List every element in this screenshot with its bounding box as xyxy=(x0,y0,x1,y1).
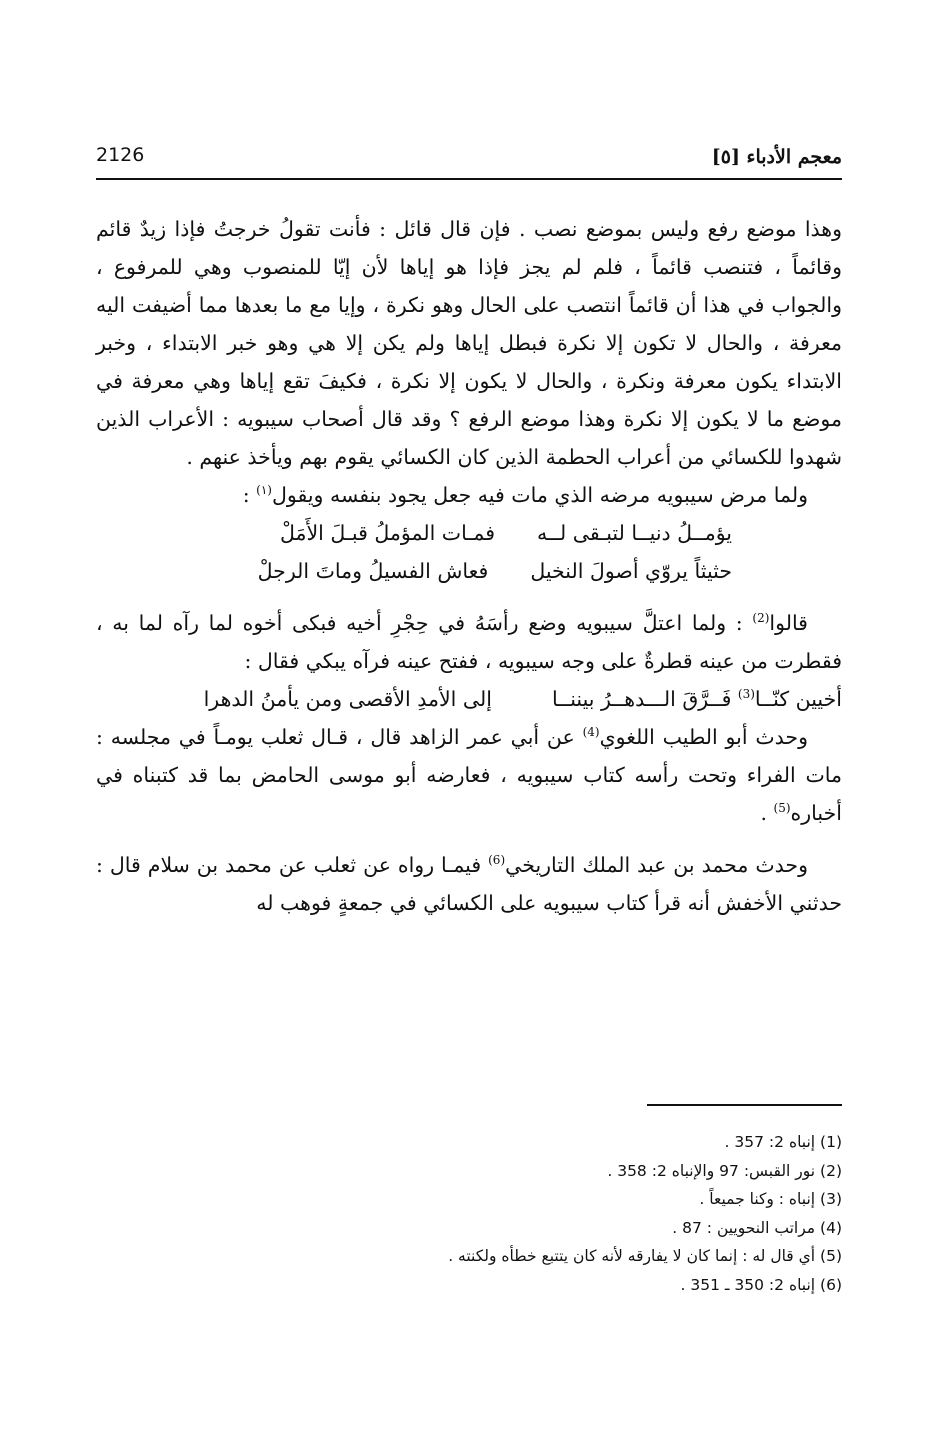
verse-line xyxy=(96,680,842,718)
verse-line xyxy=(96,514,842,552)
paragraph-text: قالوا xyxy=(769,611,808,635)
paragraph-text: وحدث أبو الطيب اللغوي xyxy=(599,725,808,749)
verse-hemistich-first xyxy=(552,680,842,718)
spacer xyxy=(96,590,842,604)
verse-hemistich-second: إلى الأمدِ الأقصى ومن يأمنُ الدهرا xyxy=(203,687,492,711)
page-header xyxy=(96,140,842,180)
footnote: (4) مراتب النحويين : 87 . xyxy=(672,1218,842,1237)
paragraph xyxy=(96,718,842,832)
footnote-ref: (6) xyxy=(488,853,506,868)
paragraph xyxy=(96,476,842,514)
main-text xyxy=(96,210,842,922)
paragraph: وهذا موضع رفع وليس بموضع نصب . فإن قال قائل : فأنت تقولُ خرجتُ فإذا زيدٌ قائم وقائماً ، فتنصب قائماً ، فلم لم يجز فإذا هو إياها لأن إيّا للمنصوب وهي للمرفوع ، والجواب في هذا أن قائماً انتصب على الحال وهو نكرة ، وإيا مع ما بعدها مما أضيفت اليه معرفة ، والحال لا تكون إلا نكرة فبطل إياها ولم يكن إلا هي وهو خبر الابتداء ، وخبر الابتداء يكون معرفة ونكرة ، والحال لا يكون إلا نكرة ، فكيفَ تقع إياها وهي معرفة في موضع ما لا يكون إلا نكرة وهذا موضع الرفع ؟ وقد قال أصحاب سيبويه : الأعراب الذين شهدوا للكسائي من أعراب الحطمة الذين كان الكسائي يقوم بهم ويأخذ عنهم . xyxy=(96,217,842,469)
page-number: 2126 xyxy=(96,144,145,166)
paragraph-text: وحدث محمد بن عبد الملك التاريخي xyxy=(505,853,808,877)
paragraph xyxy=(96,846,842,922)
running-title: معجم الأدباء [٥] xyxy=(711,146,842,168)
footnote-separator xyxy=(647,1104,842,1106)
paragraph-text: عن أبي عمر الزاهد قال ، قـال ثعلب يومـاً في مجلسه : مات الفراء وتحت رأسه كتاب سيبويه ، فعارضه أبو موسى الحامض بما قد كتبناه في أخباره xyxy=(96,725,842,825)
verse-hemistich-first: يؤمــلُ دنيــا لتبـقى لــه xyxy=(537,521,732,545)
footnote-ref: (3) xyxy=(737,687,755,702)
verse-word: أخيين كنّــا xyxy=(754,687,842,711)
verse-hemistich-first: حثيثاً يروّي أصولَ النخيل xyxy=(530,559,732,583)
footnote: (1) إنباه 2: 357 . xyxy=(724,1133,842,1151)
footnotes xyxy=(96,1128,842,1299)
footnote-ref: (2) xyxy=(752,611,770,626)
footnote: (6) إنباه 2: 350 ـ 351 . xyxy=(680,1275,842,1294)
verse-hemistich-second: فعاش الفسيلُ وماتَ الرجلْ xyxy=(257,559,489,583)
verse-word: فَــرَّقَ الـــدهــرُ بيننــا xyxy=(551,687,732,711)
footnote: (2) نور القبس: 97 والإنباه 2: 358 . xyxy=(607,1161,842,1180)
footnote: (5) أي قال له : إنما كان لا يفارقه لأنه كان يتتبع خطأه ولكنته . xyxy=(448,1247,842,1265)
spacer xyxy=(96,832,842,846)
paragraph-text: ولما مرض سيبويه مرضه الذي مات فيه جعل يجود بنفسه ويقول xyxy=(271,483,808,507)
verse-hemistich-second: فمـات المؤملُ قبـلَ الأَمَلْ xyxy=(279,521,496,545)
paragraph-text: فيمـا رواه عن ثعلب عن محمد بن سلام قال : حدثني الأخفش أنه قرأ كتاب سيبويه على الكسائي في جمعةٍ فوهب له xyxy=(96,853,842,915)
footnote-ref: (5) xyxy=(773,801,791,816)
verse-line xyxy=(96,552,842,590)
footnote-ref: (١) xyxy=(256,483,272,498)
paragraph-text: : ولما اعتلَّ سيبويه وضع رأسَهُ في حِجْرِ أخيه فبكى أخوه لما رآه لما به ، فقطرت من عينه قطرةٌ على وجه سيبويه ، ففتح عينه فرآه يبكي فقال : xyxy=(96,611,842,673)
punctuation: . xyxy=(760,801,774,825)
footnote-ref: (4) xyxy=(582,725,600,740)
punctuation: : xyxy=(242,483,257,507)
paragraph xyxy=(96,604,842,680)
footnote: (3) إنباه : وكنا جميعاً . xyxy=(699,1190,842,1208)
